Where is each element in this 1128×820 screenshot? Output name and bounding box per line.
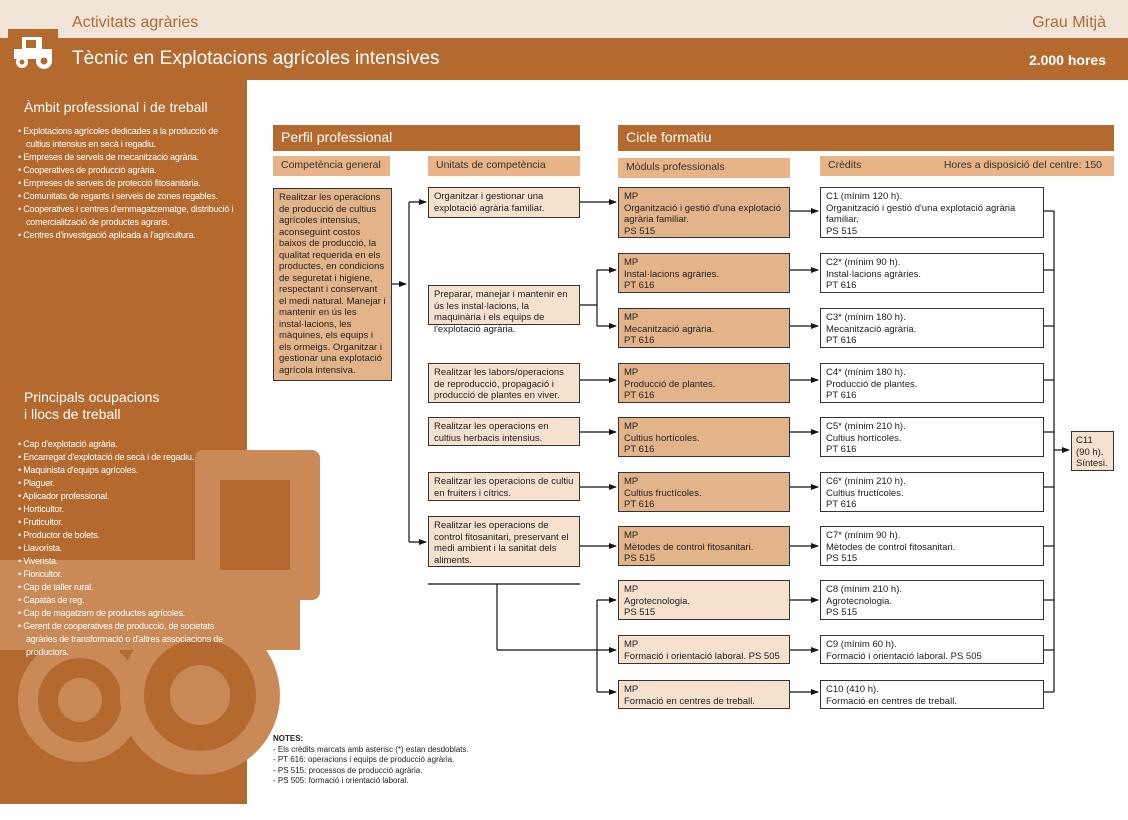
note-item: - Els crèdits marcats amb asterisc (*) estan desdoblats.: [273, 744, 469, 754]
list-item: • Explotacions agrícoles dedicades a la producció de cultius intensius en secà i regadiu.: [18, 126, 218, 149]
ocupacions-title-line-2: i llocs de treball: [24, 406, 121, 422]
competencia-general-box: Realitzar les operacions de producció de cultius agrícoles intensius, aconseguint costos baixos de producció, la qualitat requerida en els productes, en condicions de seguretat i higiene, respectant i conservant el medi natural. Manejar i mantenir en ús les instal·lacions, les màquines, els equips i els ormeigs. Organitzar i gestionar una explotació agrícola intensiva.: [273, 188, 392, 381]
modul-code: MP: [624, 639, 639, 650]
list-item: • Capatàs de reg.: [18, 595, 85, 605]
page-title: Tècnic en Explotacions agrícoles intensives: [72, 48, 440, 69]
modul-profile: PT 616: [624, 499, 655, 510]
modul-name: Cultius fructícoles.: [624, 487, 702, 499]
modul-profile: PS 515: [624, 607, 656, 618]
moduls-professionals-header: Mòduls professionals: [618, 158, 790, 178]
credit-box: [820, 417, 1044, 457]
credit-profile: PT 616: [826, 444, 857, 455]
modul-profile: PT 616: [624, 444, 655, 455]
list-item: • Llavorista.: [18, 543, 63, 553]
list-item: • Gerent de cooperatives de producció, de societats agràries de transformació o d'altres associacions de productors.: [18, 621, 223, 657]
credit-name: Cultius hortícoles.: [826, 432, 902, 444]
credit-code: C8 (mínim 210 h).: [826, 584, 903, 595]
credit-profile: PS 515: [826, 225, 858, 237]
modul-profile: PT 616: [624, 280, 655, 291]
credit-name: Producció de plantes.: [826, 378, 918, 390]
notes: [273, 734, 469, 787]
unitat-box: Realitzar les operacions en cultius herbacis intensius.: [428, 417, 580, 446]
note-item: - PS 515: processos de producció agrària.: [273, 765, 423, 775]
unitat-box: Realitzar les operacions de control fitosanitari, preservant el medi ambient i la sanitat dels aliments.: [428, 516, 580, 567]
list-item: • Aplicador professional.: [18, 491, 110, 501]
modul-profile: PT 616: [624, 390, 655, 401]
ambit-title: Àmbit professional i de treball: [24, 99, 208, 115]
modul-box: [618, 472, 790, 512]
list-item: • Empreses de serveis de mecanització agrària.: [18, 152, 200, 162]
unitat-box: Organitzar i gestionar una explotació agrària familiar.: [428, 187, 580, 218]
modul-code: MP: [624, 421, 639, 432]
credit-sintesi-box: [1071, 431, 1114, 471]
unitat-box: Preparar, manejar i mantenir en ús les instal·lacions, la maquinària i els equips de l'explotació agrària.: [428, 285, 580, 325]
sidebar: [0, 80, 247, 804]
note-item: - PS 505: formació i orientació laboral.: [273, 776, 409, 785]
credit-name: Instal·lacions agràries.: [826, 268, 922, 280]
modul-box: [618, 187, 790, 238]
modul-box: [618, 363, 790, 403]
modul-name: Mètodes de control fitosanitari.: [624, 541, 754, 553]
credit-code: C6* (mínim 210 h).: [826, 476, 906, 487]
ocupacions-title-line-1: Principals ocupacions: [24, 389, 160, 405]
list-item: • Encarregat d'explotació de secà i de regadiu.: [18, 452, 195, 462]
modul-profile: PT 616: [624, 335, 655, 346]
modul-code: MP: [624, 191, 639, 202]
modul-code: MP: [624, 530, 639, 541]
modul-profile: PS 515: [624, 553, 656, 564]
modul-box: [618, 526, 790, 566]
modul-name: Formació i orientació laboral. PS 505: [624, 650, 780, 662]
credit-profile: PS 515: [826, 607, 858, 618]
ambit-list: [18, 125, 240, 242]
list-item: • Empreses de serveis de protecció fitosanitària.: [18, 178, 201, 188]
credit-name: Mètodes de control fitosanitari.: [826, 541, 956, 553]
modul-name: Mecanització agrària.: [624, 323, 715, 335]
credit-box: [820, 363, 1044, 403]
list-item: • Horticultor.: [18, 504, 64, 514]
modul-code: MP: [624, 312, 639, 323]
note-item: - PT 616: operacions i equips de producció agrària.: [273, 755, 455, 764]
list-item: • Cooperatives de producció agrària.: [18, 165, 157, 175]
credit-profile: PT 616: [826, 499, 857, 510]
credit-code: C11: [1076, 435, 1093, 446]
modul-name: Agrotecnologia.: [624, 595, 691, 607]
list-item: • Cooperatives i centres d'emmagatzematge, distribució i comercialització de productes agraris.: [18, 204, 234, 227]
credit-name: Organització i gestió d'una explotació agrària familiar.: [826, 202, 1016, 225]
credit-hours: (90 h).: [1076, 446, 1104, 458]
credit-name: Cultius fructícoles.: [826, 487, 904, 499]
ocupacions-list: [18, 438, 240, 659]
tractor-icon: [8, 29, 58, 71]
modul-code: MP: [624, 476, 639, 487]
credit-name: Formació en centres de treball.: [826, 695, 957, 707]
credit-box: [820, 187, 1044, 238]
list-item: • Viverista.: [18, 556, 59, 566]
credit-profile: PT 616: [826, 280, 857, 291]
list-item: • Plaguer.: [18, 478, 55, 488]
modul-box: [618, 253, 790, 293]
competencia-general-header: Competència general: [273, 156, 390, 176]
modul-name: Formació en centres de treball.: [624, 695, 755, 707]
unitat-box: Realitzar les operacions de cultiu en fruiters i cítrics.: [428, 472, 580, 501]
list-item: • Comunitats de regants i serveis de zones regables.: [18, 191, 218, 201]
modul-name: Cultius hortícoles.: [624, 432, 700, 444]
credit-box: [820, 680, 1044, 709]
credit-code: C4* (mínim 180 h).: [826, 367, 906, 378]
modul-box: [618, 417, 790, 457]
modul-profile: PS 515: [624, 225, 656, 237]
credit-code: C1 (mínim 120 h).: [826, 191, 903, 202]
list-item: • Cap de taller rural.: [18, 582, 94, 592]
modul-name: Instal·lacions agràries.: [624, 268, 720, 280]
unitats-competencia-header: Unitats de competència: [428, 156, 580, 176]
sector-label: Activitats agràries: [72, 14, 199, 31]
hores-centre-label: Hores a disposició del centre: 150: [943, 159, 1102, 171]
credit-code: C10 (410 h).: [826, 684, 879, 695]
modul-code: MP: [624, 257, 639, 268]
ocupacions-title: [24, 389, 159, 423]
credit-box: [820, 253, 1044, 293]
modul-box: [618, 680, 790, 709]
credit-profile: PT 616: [826, 335, 857, 346]
credit-code: C2* (mínim 90 h).: [826, 257, 901, 268]
credit-profile: PT 616: [826, 390, 857, 401]
cicle-formatiu-header: Cicle formatiu: [618, 125, 1114, 151]
credit-box: [820, 580, 1044, 620]
credit-profile: PS 515: [826, 553, 858, 564]
list-item: • Productor de bolets.: [18, 530, 100, 540]
list-item: • Centres d'investigació aplicada a l'agricultura.: [18, 230, 196, 240]
total-hours: 2.000 hores: [1028, 52, 1106, 68]
credit-code: C9 (mínim 60 h).: [826, 639, 897, 650]
modul-code: MP: [624, 584, 639, 595]
credit-box: [820, 526, 1044, 566]
modul-box: [618, 635, 790, 664]
credits-header: [820, 156, 1114, 176]
list-item: • Cap d'explotació agrària.: [18, 439, 118, 449]
notes-title: NOTES:: [273, 734, 304, 743]
list-item: • Floricultor.: [18, 569, 63, 579]
credit-name: Síntesi.: [1076, 458, 1108, 469]
modul-box: [618, 580, 790, 620]
list-item: • Fruticultor.: [18, 517, 63, 527]
credit-name: Agrotecnologia.: [826, 595, 893, 607]
unitat-box: Realitzar les labors/operacions de reproducció, propagació i producció de plantes en viver.: [428, 363, 580, 403]
credit-box: [820, 472, 1044, 512]
modul-code: MP: [624, 367, 639, 378]
modul-name: Organització i gestió d'una explotació agrària familiar.: [624, 202, 782, 225]
modul-box: [618, 308, 790, 348]
credit-box: [820, 635, 1044, 664]
perfil-professional-header: Perfil professional: [273, 125, 580, 151]
list-item: • Maquinista d'equips agrícoles.: [18, 465, 139, 475]
credits-header-label: Crèdits: [828, 159, 862, 171]
credit-code: C7* (mínim 90 h).: [826, 530, 901, 541]
modul-name: Producció de plantes.: [624, 378, 716, 390]
level-label: Grau Mitjà: [1032, 14, 1106, 31]
credit-name: Mecanització agrària.: [826, 323, 917, 335]
credit-code: C3* (mínim 180 h).: [826, 312, 906, 323]
list-item: • Cap de magatzem de productes agrícoles.: [18, 608, 186, 618]
credit-code: C5* (mínim 210 h).: [826, 421, 906, 432]
credit-box: [820, 308, 1044, 348]
credit-name: Formació i orientació laboral. PS 505: [826, 650, 982, 662]
modul-code: MP: [624, 684, 639, 695]
